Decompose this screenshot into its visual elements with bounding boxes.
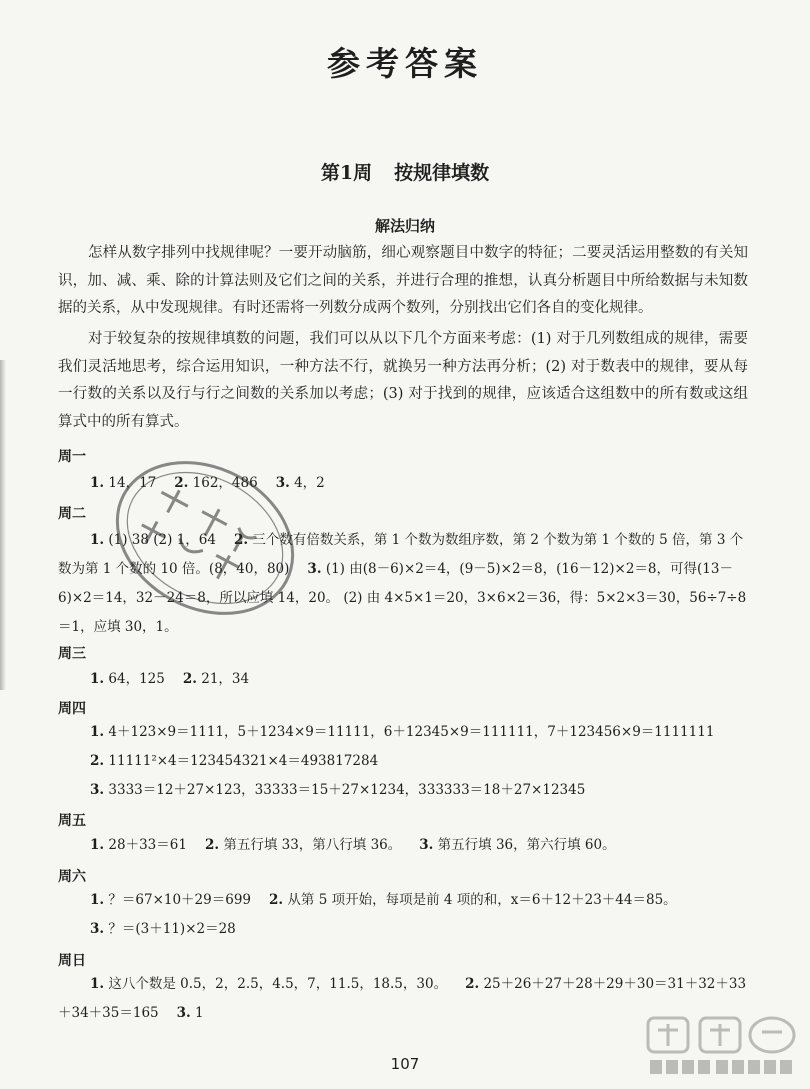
answer-number: 2. <box>233 532 249 548</box>
answer-text: 28＋33＝61 <box>108 837 187 853</box>
method-paragraph-1: 怎样从数字排列中找规律呢？一要开动脑筋，细心观察题目中数字的特征；二要灵活运用整数的有关知识，加、减、乘、除的计算法则及它们之间的关系，并进行合理的推想，认真分析题目中所给数据与未知数据的关系，从中发现规律。有时还需将一列数分成两个数列，分别找出它们各自的变化规律。 <box>58 245 748 316</box>
answer-number: 1. <box>90 532 105 548</box>
answer-text: 3333＝12＋27×123，33333＝15＋27×1234，333333＝18＋27×12345 <box>108 782 586 798</box>
day-label-mon: 周一 <box>58 449 86 465</box>
day-label-sat: 周六 <box>58 869 86 885</box>
answers-sat <box>58 886 748 944</box>
answer-number: 3. <box>90 921 105 937</box>
day-label-tue: 周二 <box>58 506 86 522</box>
method-heading: 解法归纳 <box>374 217 435 235</box>
chapter-topic: 按规律填数 <box>394 162 490 184</box>
answers-mon <box>58 469 748 498</box>
answer-number: 3. <box>419 837 434 853</box>
answer-text: 64，125 <box>108 671 165 687</box>
answer-text: ？＝67×10＋29＝699 <box>108 892 252 908</box>
answers-sun <box>58 970 748 1028</box>
answer-text: 第五行填 33，第八行填 36。 <box>223 837 402 853</box>
answer-number: 3. <box>176 1005 191 1021</box>
chapter-week: 第1周 <box>320 162 373 184</box>
chapter-heading <box>0 158 810 185</box>
answer-text: 162，486 <box>192 475 258 491</box>
answer-number: 1. <box>90 892 105 908</box>
answer-number: 2. <box>269 892 284 908</box>
answer-number: 2. <box>182 671 197 687</box>
page-title: 参考答案 <box>327 44 483 83</box>
answer-number: 2. <box>90 753 105 769</box>
answer-text: 1 <box>195 1005 204 1021</box>
answer-text: ？＝(3＋11)×2＝28 <box>108 921 236 937</box>
answer-text: 11111²×4＝123454321×4＝493817284 <box>108 753 379 769</box>
answer-number: 1. <box>90 837 105 853</box>
answer-number: 3. <box>307 561 322 577</box>
answer-number: 2. <box>174 475 189 491</box>
answer-number: 1. <box>90 475 105 491</box>
day-label-thu: 周四 <box>58 701 86 717</box>
page-number: 107 <box>390 1055 420 1073</box>
answer-number: 1. <box>90 724 105 740</box>
day-label-fri: 周五 <box>58 813 86 829</box>
answer-text: 这八个数是 0.5，2，2.5，4.5，7，11.5，18.5，30。 <box>108 976 448 992</box>
binding-shadow <box>0 360 6 690</box>
answer-text: 三个数有倍数关系，第 1 个数为数组序数，第 2 个数为第 1 个数的 5 倍，第 3 个数为第 1 个数的 10 倍。(8，40，80) <box>58 532 744 577</box>
answer-text: 从第 5 项开始，每项是前 4 项的和，x＝6＋12＋23＋44＝85。 <box>287 892 677 908</box>
answer-number: 1. <box>90 671 105 687</box>
answer-number: 3. <box>275 475 290 491</box>
answer-text: 4＋123×9＝1111，5＋1234×9＝11111，6＋12345×9＝111111，7＋123456×9＝1111111 <box>108 724 715 740</box>
answer-text: 第五行填 36，第六行填 60。 <box>437 837 616 853</box>
day-label-wed: 周三 <box>58 646 86 662</box>
answer-text: 21，34 <box>201 671 250 687</box>
day-label-sun: 周日 <box>58 953 86 969</box>
answer-text: 25＋26＋27＋28＋29＋30＝31＋32＋33＋34＋35＝165 <box>58 976 747 1021</box>
answers-thu <box>58 718 748 805</box>
answers-wed <box>58 665 748 694</box>
answer-text: (1) 由(8－6)×2＝4，(9－5)×2＝8，(16－12)×2＝8，可得(13－6)×2＝14，32－24＝8，所以应填 14，20。 (2) 由 4×5×1＝20，3×6×2＝36，得：5×2×3＝30，56÷7÷8＝1，应填 30，1。 <box>58 561 747 635</box>
answer-number: 2. <box>204 837 220 853</box>
answer-number: 3. <box>90 782 105 798</box>
answer-text: (1) 38 (2) 1，64 <box>108 532 216 548</box>
answer-number: 1. <box>90 976 105 992</box>
answer-text: 4，2 <box>294 475 325 491</box>
answers-tue <box>58 526 748 642</box>
answer-text: 14，17 <box>108 475 157 491</box>
answer-number: 2. <box>465 976 480 992</box>
method-paragraph-2: 对于较复杂的按规律填数的问题，我们可以从以下几个方面来考虑：(1) 对于几列数组成的规律，需要我们灵活地思考，综合运用知识，一种方法不行，就换另一种方法再分析；(2) 对于数表中的规律，要从每一行数的关系以及行与行之间数的关系加以考虑；(3) 对于找到的规律，应该适合这组数中的所有数或这组算式中的所有算式。 <box>58 331 748 430</box>
answers-fri <box>58 831 748 860</box>
